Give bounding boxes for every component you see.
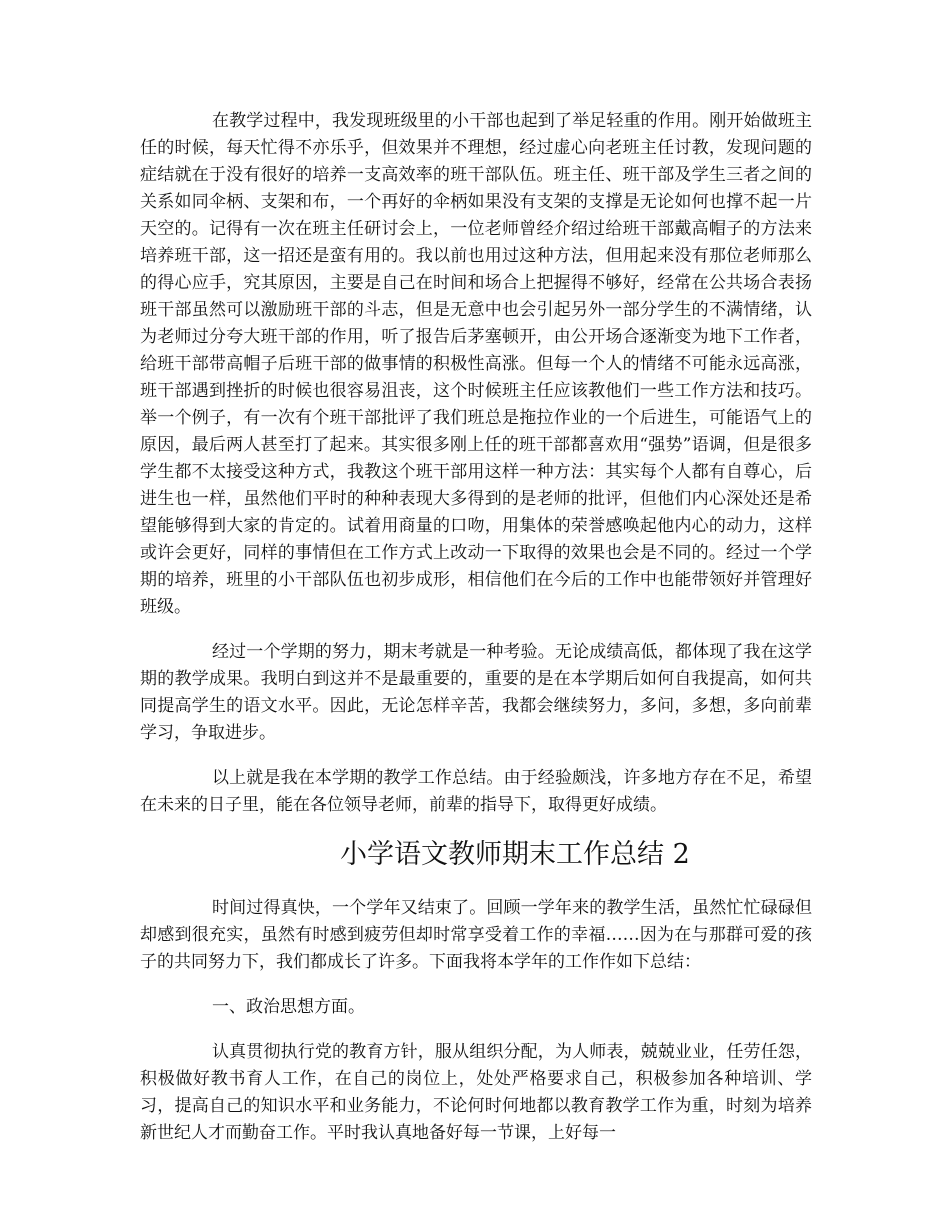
paragraph-intro: 时间过得真快，一个学年又结束了。回顾一学年来的教学生活，虽然忙忙碌碌但却感到很充实，虽然有时感到疲劳但却时常享受着工作的幸福……因为在与那群可爱的孩子的共同努力下，我们都成长了许多。下面我将本学年的工作作如下总结： bbox=[140, 898, 812, 972]
document-page bbox=[140, 108, 812, 1165]
paragraph-final-exam: 经过一个学期的努力，期末考就是一种考验。无论成绩高低，都体现了我在这学期的教学成果。我明白到这并不是最重要的，重要的是在本学期后如何自我提高，如何共同提高学生的语文水平。因此，无论怎样辛苦，我都会继续努力，多问，多想，多向前辈学习，争取进步。 bbox=[140, 642, 812, 743]
paragraph-conclusion: 以上就是我在本学期的教学工作总结。由于经验颇浅，许多地方存在不足，希望在未来的日子里，能在各位领导老师，前辈的指导下，取得更好成绩。 bbox=[140, 768, 812, 815]
section-heading: 小学语文教师期末工作总结 2 bbox=[340, 839, 690, 870]
paragraph-political-thought: 认真贯彻执行党的教育方针，服从组织分配，为人师表，兢兢业业，任劳任怨，积极做好教书育人工作，在自己的岗位上，处处严格要求自己，积极参加各种培训、学习，提高自己的知识水平和业务能力，不论何时何地都以教育教学工作为重，时刻为培养新世纪人才而勤奋工作。平时我认真地备好每一节课，上好每一 bbox=[140, 1042, 812, 1143]
paragraph-class-cadres: 在教学过程中，我发现班级里的小干部也起到了举足轻重的作用。刚开始做班主任的时候，每天忙得不亦乐乎，但效果并不理想，经过虚心向老班主任讨教，发现问题的症结就在于没有很好的培养一支高效率的班干部队伍。班主任、班干部及学生三者之间的关系如同伞柄、支架和布，一个再好的伞柄如果没有支架的支撑是无论如何也撑不起一片天空的。记得有一次在班主任研讨会上，一位老师曾经介绍过给班干部戴高帽子的方法来培养班干部，这一招还是蛮有用的。我以前也用过这种方法，但用起来没有那位老师那么的得心应手，究其原因，主要是自己在时间和场合上把握得不够好，经常在公共场合表扬班干部虽然可以激励班干部的斗志，但是无意中也会引起另外一部分学生的不满情绪，认为老师过分夸大班干部的作用，听了报告后茅塞顿开，由公开场合逐渐变为地下工作者，给班干部带高帽子后班干部的做事情的积极性高涨。但每一个人的情绪不可能永远高涨，班干部遇到挫折的时候也很容易沮丧，这个时候班主任应该教他们一些工作方法和技巧。举一个例子，有一次有个班干部批评了我们班总是拖拉作业的一个后进生，可能语气上的原因，最后两人甚至打了起来。其实很多刚上任的班干部都喜欢用“强势”语调，但是很多学生都不太接受这种方式，我教这个班干部用这样一种方法：其实每个人都有自尊心，后进生也一样，虽然他们平时的种种表现大多得到的是老师的批评，但他们内心深处还是希望能够得到大家的肯定的。试着用商量的口吻，用集体的荣誉感唤起他内心的动力，这样或许会更好，同样的事情但在工作方式上改动一下取得的效果也会是不同的。经过一个学期的培养，班里的小干部队伍也初步成形，相信他们在今后的工作中也能带领好并管理好班级。 bbox=[140, 111, 812, 617]
subheading-political-thought: 一、政治思想方面。 bbox=[212, 997, 365, 1017]
